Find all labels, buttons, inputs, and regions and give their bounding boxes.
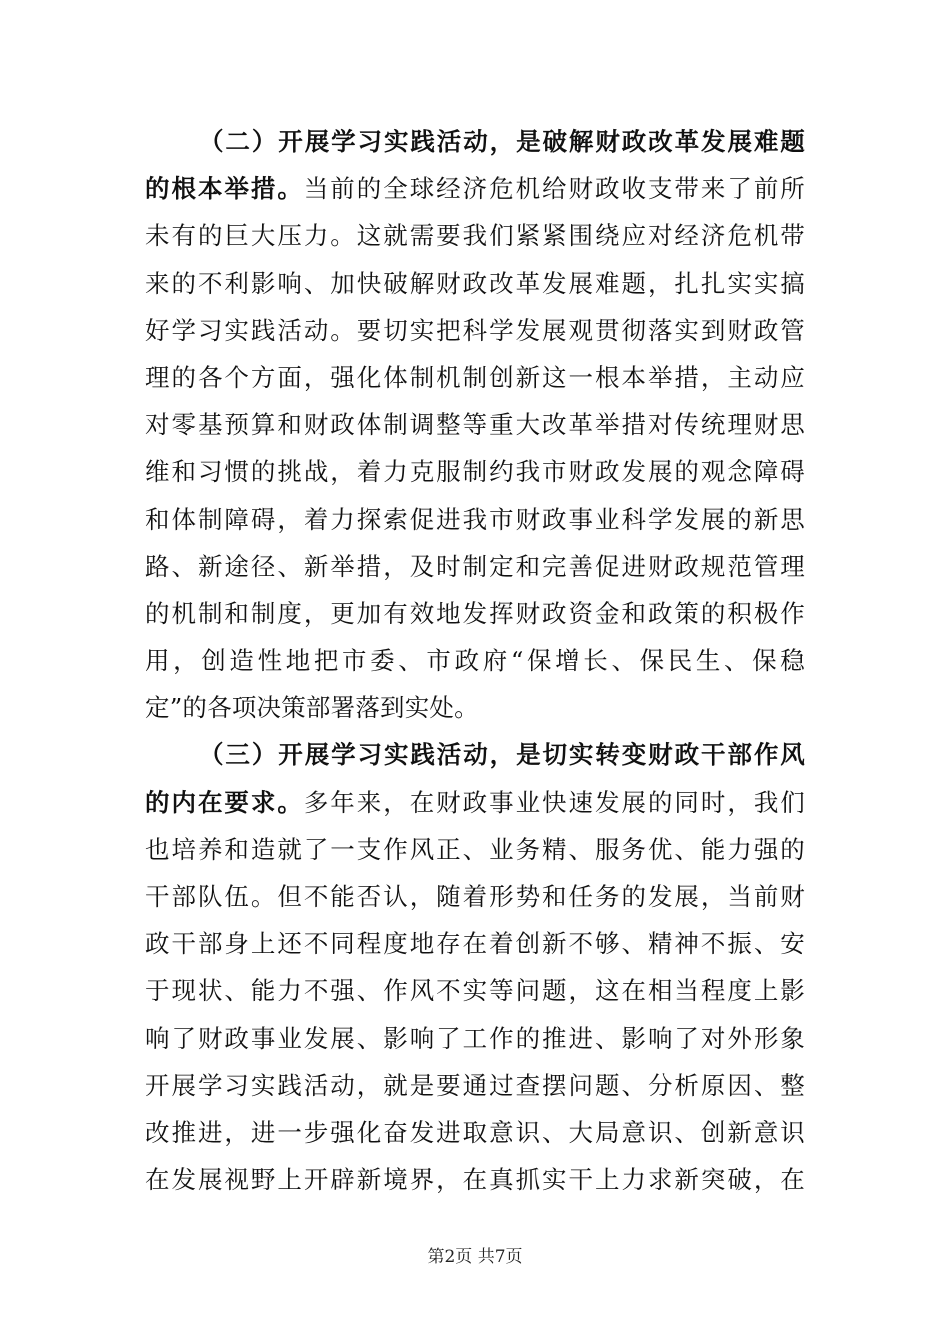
- paragraph-line: 也培养和造就了一支作风正、业务精、服务优、能力强的: [145, 834, 805, 864]
- section-2-text: 当前的全球经济危机给财政收支带来了前所: [303, 174, 805, 204]
- paragraph-line: 对零基预算和财政体制调整等重大改革举措对传统理财思: [145, 410, 805, 440]
- paragraph-line: 未有的巨大压力。这就需要我们紧紧围绕应对经济危机带: [145, 221, 805, 251]
- paragraph-line: 来的不利影响、加快破解财政改革发展难题，扎扎实实搞: [145, 268, 805, 298]
- section-3-line-1: [145, 779, 805, 826]
- page-footer: [0, 1242, 950, 1267]
- section-2-heading-end: 的根本举措。: [145, 174, 304, 204]
- paragraph-line: 理的各个方面，强化体制机制创新这一根本举措，主动应: [145, 362, 805, 392]
- paragraph-line: 干部队伍。但不能否认，随着形势和任务的发展，当前财: [145, 882, 805, 911]
- section-3-heading: （三）开展学习实践活动，是切实转变财政干部作风: [199, 740, 805, 770]
- paragraph-line: 路、新途径、新举措，及时制定和完善促进财政规范管理: [145, 551, 805, 581]
- paragraph-line: 用，创造性地把市委、市政府“保增长、保民生、保稳: [145, 646, 805, 676]
- paragraph-line: 的机制和制度，更加有效地发挥财政资金和政策的积极作: [145, 598, 805, 628]
- paragraph-line: 改推进，进一步强化奋发进取意识、大局意识、创新意识: [145, 1117, 805, 1147]
- paragraph-line: 和体制障碍，着力探索促进我市财政事业科学发展的新思: [145, 504, 805, 534]
- paragraph-line: 开展学习实践活动，就是要通过查摆问题、分析原因、整: [145, 1070, 805, 1100]
- paragraph-line: 在发展视野上开辟新境界，在真抓实干上力求新突破，在: [145, 1165, 805, 1195]
- paragraph-line: 好学习实践活动。要切实把科学发展观贯彻落实到财政管: [145, 315, 805, 345]
- paragraph-line: 响了财政事业发展、影响了工作的推进、影响了对外形象: [145, 1023, 805, 1053]
- paragraph-line: 定”的各项决策部署落到实处。: [145, 693, 479, 723]
- page-number: 第2页 共7页: [427, 1247, 523, 1267]
- section-2-line-1: [145, 165, 805, 212]
- paragraph-line: 维和习惯的挑战，着力克服制约我市财政发展的观念障碍: [145, 457, 805, 487]
- section-2-heading: （二）开展学习实践活动，是破解财政改革发展难题: [199, 127, 805, 156]
- section-3-heading-end: 的内在要求。: [145, 787, 304, 817]
- section-3-text: 多年来，在财政事业快速发展的同时，我们: [303, 787, 805, 817]
- document-body: [145, 118, 805, 1203]
- paragraph-line: 政干部身上还不同程度地存在着创新不够、精神不振、安: [145, 929, 805, 959]
- paragraph-line: 于现状、能力不强、作风不实等问题，这在相当程度上影: [145, 976, 805, 1006]
